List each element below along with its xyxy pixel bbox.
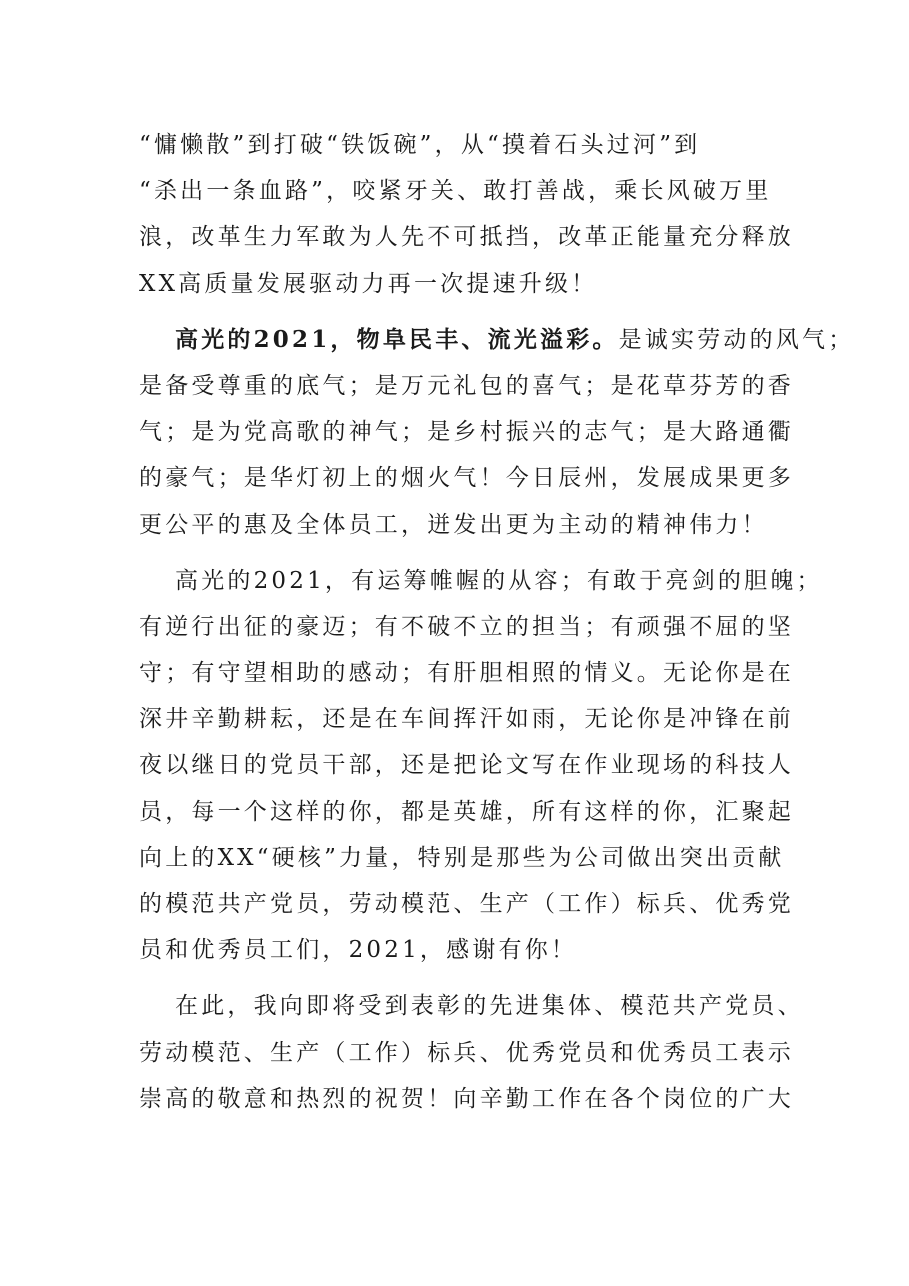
- text-line: 守；有守望相助的感动；有肝胆相照的情义。无论你是在: [139, 660, 794, 687]
- text-line: 向上的XX“硬核”力量，特别是那些为公司做出突出贡献: [139, 844, 785, 871]
- text-line: 更公平的惠及全体员工，迸发出更为主动的精神伟力！: [139, 511, 768, 538]
- text-line: 有逆行出征的豪迈；有不破不立的担当；有顽强不屈的坚: [139, 613, 794, 640]
- text-line: 夜以继日的党员干部，还是把论文写在作业现场的科技人: [139, 752, 794, 779]
- document-page: [139, 122, 855, 1122]
- text-line: “杀出一条血路”，咬紧牙关、敢打善战，乘长风破万里: [139, 178, 772, 205]
- paragraph-gap: [139, 548, 779, 558]
- text-line: 员和优秀员工们，2021，感谢有你！: [139, 937, 578, 964]
- paragraph-4: [139, 983, 804, 1122]
- paragraph-gap: [139, 307, 779, 317]
- text-line: 气；是为党高歌的神气；是乡村振兴的志气；是大路通衢: [139, 419, 794, 446]
- text-line: 深井辛勤耕耘，还是在车间挥汗如雨，无论你是冲锋在前: [139, 706, 794, 733]
- paragraph-gap: [139, 973, 779, 983]
- paragraph-1: [139, 122, 794, 307]
- text-line: 是备受尊重的底气；是万元礼包的喜气；是花草芬芳的香: [139, 372, 794, 399]
- text-line: 劳动模范、生产（工作）标兵、优秀党员和优秀员工表示: [139, 1039, 794, 1066]
- text-line: 在此，我向即将受到表彰的先进集体、模范共产党员、: [175, 993, 804, 1020]
- text-line: “慵懒散”到打破“铁饭碗”，从“摸着石头过河”到: [139, 132, 701, 158]
- text-line: XX高质量发展驱动力再一次提速升级！: [139, 270, 598, 297]
- text-line: [139, 317, 855, 363]
- bold-lead: 高光的2021，物阜民丰、流光溢彩。: [175, 325, 619, 353]
- text-line: 员，每一个这样的你，都是英雄，所有这样的你，汇聚起: [139, 798, 794, 825]
- text-line: 高光的2021，有运筹帷幄的从容；有敢于亮剑的胆魄；: [175, 567, 823, 594]
- paragraph-2: [139, 317, 855, 548]
- text-line: 浪，改革生力军敢为人先不可抵挡，改革正能量充分释放: [139, 224, 794, 251]
- lead-rest: 是诚实劳动的风气；: [618, 326, 855, 353]
- paragraph-3: [139, 558, 823, 974]
- text-line: 崇高的敬意和热烈的祝贺！向辛勤工作在各个岗位的广大: [139, 1085, 794, 1112]
- text-line: 的模范共产党员，劳动模范、生产（工作）标兵、优秀党: [139, 891, 794, 917]
- text-line: 的豪气；是华灯初上的烟火气！今日辰州，发展成果更多: [139, 465, 794, 492]
